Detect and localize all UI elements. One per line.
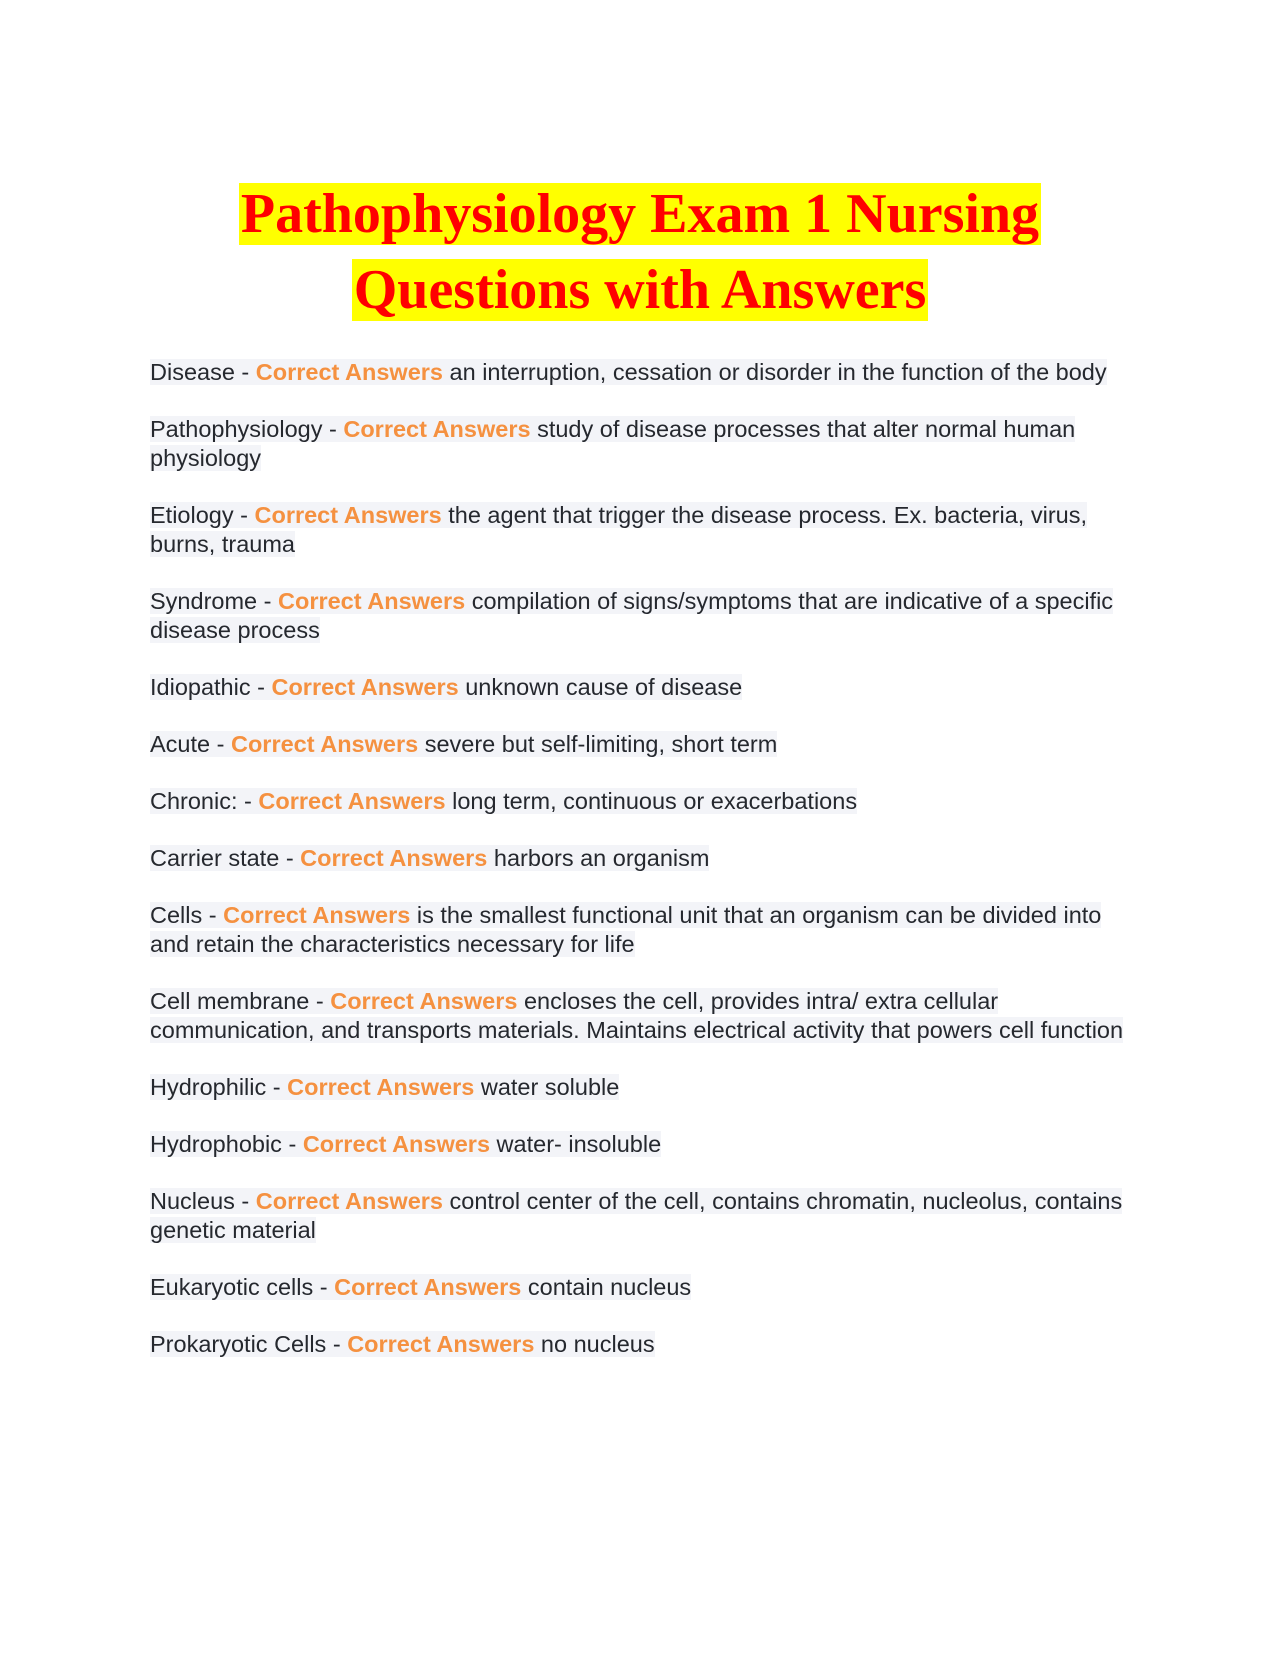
- qa-definition: study of disease processes that alter normal human physiology: [150, 416, 1076, 471]
- qa-entry: [150, 587, 1130, 645]
- qa-entry-text: [150, 1074, 619, 1100]
- correct-answers-label: Correct Answers: [254, 502, 442, 528]
- qa-entry-text: [150, 902, 1101, 957]
- qa-definition: harbors an organism: [487, 845, 710, 871]
- qa-entry: [150, 1273, 1130, 1302]
- qa-term: Disease -: [150, 359, 256, 385]
- qa-term: Syndrome -: [150, 588, 278, 614]
- qa-term: Cells -: [150, 902, 224, 928]
- qa-term: Hydrophobic -: [150, 1131, 303, 1157]
- correct-answers-label: Correct Answers: [330, 988, 518, 1014]
- qa-term: Cell membrane -: [150, 988, 331, 1014]
- correct-answers-label: Correct Answers: [302, 1131, 491, 1157]
- qa-entry: [150, 844, 1130, 873]
- qa-definition: severe but self-limiting, short term: [418, 731, 778, 757]
- qa-entry-text: [150, 1188, 1122, 1243]
- correct-answers-label: Correct Answers: [223, 902, 411, 928]
- qa-term: Chronic: -: [150, 788, 259, 814]
- qa-term: Hydrophilic -: [150, 1074, 288, 1100]
- qa-entry: [150, 987, 1130, 1045]
- qa-definition: long term, continuous or exacerbations: [445, 788, 858, 814]
- qa-entry: [150, 787, 1130, 816]
- qa-entry: [150, 1330, 1130, 1359]
- qa-definition: compilation of signs/symptoms that are indicative of a specific disease process: [150, 588, 1114, 643]
- qa-entry: [150, 501, 1130, 559]
- qa-term: Nucleus -: [150, 1188, 256, 1214]
- correct-answers-label: Correct Answers: [300, 845, 488, 871]
- qa-list: [150, 358, 1130, 1387]
- qa-term: Prokaryotic Cells -: [150, 1331, 348, 1357]
- correct-answers-label: Correct Answers: [255, 1188, 443, 1214]
- document-title: [0, 176, 1280, 328]
- qa-entry: [150, 358, 1130, 387]
- qa-definition: unknown cause of disease: [458, 674, 743, 700]
- qa-entry-text: [150, 845, 709, 871]
- qa-entry-text: [150, 359, 1107, 385]
- correct-answers-label: Correct Answers: [343, 416, 531, 442]
- correct-answers-label: Correct Answers: [271, 674, 459, 700]
- qa-entry: [150, 415, 1130, 473]
- qa-definition: contain nucleus: [521, 1274, 692, 1300]
- qa-entry-text: [150, 1331, 655, 1357]
- qa-entry-text: [150, 731, 777, 757]
- correct-answers-label: Correct Answers: [334, 1274, 522, 1300]
- qa-entry-text: [150, 1131, 661, 1157]
- correct-answers-label: Correct Answers: [258, 788, 446, 814]
- qa-term: Etiology -: [150, 502, 255, 528]
- qa-term: Carrier state -: [150, 845, 301, 871]
- qa-entry-text: [150, 502, 1087, 557]
- qa-term: Pathophysiology -: [150, 416, 344, 442]
- qa-entry: [150, 1130, 1130, 1159]
- qa-entry-text: [150, 416, 1075, 471]
- qa-entry-text: [150, 788, 857, 814]
- qa-definition: water soluble: [474, 1074, 620, 1100]
- qa-entry: [150, 730, 1130, 759]
- qa-definition: control center of the cell, contains chromatin, nucleolus, contains genetic material: [150, 1188, 1123, 1243]
- qa-entry: [150, 1073, 1130, 1102]
- qa-entry-text: [150, 588, 1113, 643]
- qa-entry: [150, 1187, 1130, 1245]
- qa-term: Eukaryotic cells -: [150, 1274, 335, 1300]
- qa-entry-text: [150, 674, 742, 700]
- correct-answers-label: Correct Answers: [278, 588, 466, 614]
- qa-entry: [150, 901, 1130, 959]
- correct-answers-label: Correct Answers: [255, 359, 443, 385]
- title-line-1: Pathophysiology Exam 1 Nursing: [240, 183, 1040, 245]
- qa-definition: an interruption, cessation or disorder in the function of the body: [443, 359, 1107, 385]
- qa-entry-text: [150, 988, 1123, 1043]
- qa-definition: encloses the cell, provides intra/ extra cellular communication, and transports materials. Maintains electrical activity that powers cell function: [150, 988, 1124, 1043]
- qa-entry: [150, 673, 1130, 702]
- qa-definition: is the smallest functional unit that an organism can be divided into and retain the characteristics necessary for life: [150, 902, 1102, 957]
- qa-definition: water- insoluble: [490, 1131, 662, 1157]
- qa-term: Acute -: [150, 731, 231, 757]
- qa-definition: no nucleus: [534, 1331, 655, 1357]
- correct-answers-label: Correct Answers: [347, 1331, 535, 1357]
- qa-term: Idiopathic -: [150, 674, 272, 700]
- correct-answers-label: Correct Answers: [287, 1074, 475, 1100]
- title-line-2: Questions with Answers: [353, 259, 927, 321]
- qa-entry-text: [150, 1274, 691, 1300]
- qa-definition: the agent that trigger the disease process. Ex. bacteria, virus, burns, trauma: [150, 502, 1087, 557]
- correct-answers-label: Correct Answers: [230, 731, 419, 757]
